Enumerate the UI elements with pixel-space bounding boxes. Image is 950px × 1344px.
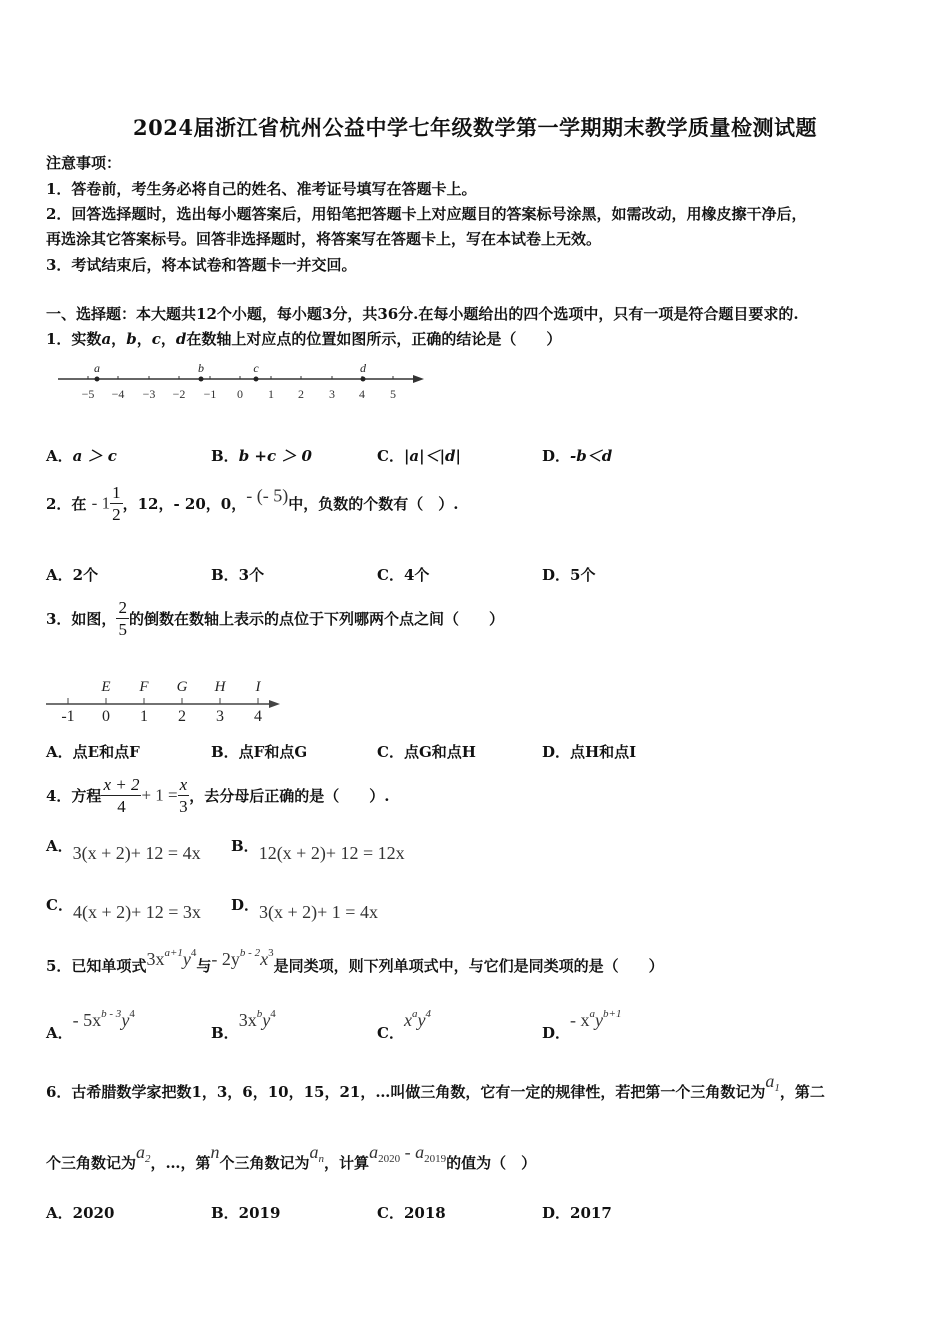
notice-item-3: 3．考试结束后，将本试卷和答题卡一并交回。 [46,256,357,274]
axis3-tick: 1 [140,708,148,724]
question-4-option-d[interactable]: D．3(x + 2)+ 1 = 4x [231,896,378,922]
question-4-stem: 4．方程 $\frac{x + 2}{4}$ + 1 = $\frac{x}{3}$ ，去分母后正确的是（ ）. [46,775,390,816]
question-3-option-d[interactable]: D．点H和点I [542,743,637,761]
question-6-option-a[interactable]: A．2020 [46,1204,115,1222]
question-5-option-d[interactable]: D．- $x^ay^{b+1}$ [542,1008,622,1042]
question-6-stem-line-2: 个三角数记为$a_2$，…，第n个三角数记为$a_n$，计算$a_{2020} - a_{2019}$的值为（ ） [46,1142,537,1172]
question-5-stem: 5．已知单项式$3x^{a+1}y^4$与- $2y^{b - 2}x^3$是同类项，则下列单项式中，与它们是同类项的是（ ） [46,947,664,975]
question-1-option-c[interactable]: C．|a|＜|d| [377,447,461,465]
question-5-option-c[interactable]: C．$x^ay^4$ [377,1008,431,1042]
axis1-point-label: d [360,361,366,375]
question-5-option-a[interactable]: A．- $5x^{b - 3}y^4$ [46,1008,135,1042]
axis1-tick: −1 [203,387,217,401]
axis3-tick: 4 [254,708,262,724]
axis3-tick: 0 [102,708,110,724]
question-1-option-d[interactable]: D．-b＜d [542,447,613,465]
section-heading: 一、选择题：本大题共12个小题，每小题3分，共36分.在每小题给出的四个选项中，只有一项是符合题目要求的. [46,305,799,323]
axis1-tick: −5 [81,387,95,401]
axis1-tick: 4 [359,387,365,401]
axis3-point-label: E [101,679,111,695]
axis1-tick: 0 [237,387,243,401]
question-6-option-b[interactable]: B．2019 [211,1204,281,1222]
question-1-stem: 1．实数a，b，c，d在数轴上对应点的位置如图所示，正确的结论是（ ） [46,330,562,348]
notice-item-2a: 2．回答选择题时，选出每小题答案后，用铅笔把答题卡上对应题目的答案标号涂黑，如需改动，用橡皮擦干净后， [46,205,807,223]
question-2-option-d[interactable]: D．5个 [542,566,596,584]
axis1-tick: −4 [111,387,125,401]
axis1-tick: 3 [329,387,335,401]
question-5-option-b[interactable]: B．$3x^by^4$ [211,1008,276,1042]
question-4-option-a[interactable]: A．3(x + 2)+ 12 = 4x [46,837,201,863]
question-4-option-b[interactable]: B．12(x + 2)+ 12 = 12x [231,837,405,863]
axis1-tick: 5 [390,387,396,401]
question-3-stem: 3．如图， $\frac{2}{5}$ 的倒数在数轴上表示的点位于下列哪两个点之间（ ） [46,598,504,639]
axis1-tick: −2 [172,387,186,401]
question-3-option-c[interactable]: C．点G和点H [377,743,476,761]
axis1-tick: −3 [142,387,156,401]
notice-item-2b: 再选涂其它答案标号。回答非选择题时，将答案写在答题卡上，写在本试卷上无效。 [46,230,602,248]
axis3-point-label: I [255,679,261,695]
question-2-stem: 2．在 - 1 $\frac{1}{2}$ ，12，- 20，0，- (- 5)中，负数的个数有（ ）. [46,483,459,524]
page-title: 2024届浙江省杭州公益中学七年级数学第一学期期末教学质量检测试题 [133,115,817,140]
axis1-point-label: a [94,361,100,375]
axis3-point-label: H [214,679,226,695]
question-4-option-c[interactable]: C．4(x + 2)+ 12 = 3x [46,896,201,922]
axis1-tick: 1 [268,387,274,401]
axis3-point-label: F [139,679,149,695]
question-2-option-a[interactable]: A．2个 [46,566,99,584]
notice-heading: 注意事项： [46,154,122,172]
axis1-point-label: b [198,361,204,375]
axis3-tick: -1 [61,708,75,724]
axis3-point-label: G [176,679,188,695]
question-6-option-c[interactable]: C．2018 [377,1204,446,1222]
question-1-option-b[interactable]: B．b +c ＞ 0 [211,447,312,465]
question-6-stem-line-1: 6．古希腊数学家把数1，3，6，10，15，21，…叫做三角数，它有一定的规律性，若把第一个三角数记为$a_1$，第二 [46,1071,825,1101]
axis3-tick: 2 [178,708,186,724]
question-3-option-b[interactable]: B．点F和点G [211,743,308,761]
axis1-tick: 2 [298,387,304,401]
question-2-option-c[interactable]: C．4个 [377,566,430,584]
notice-item-1: 1．答卷前，考生务必将自己的姓名、准考证号填写在答题卡上。 [46,180,477,198]
question-6-option-d[interactable]: D．2017 [542,1204,612,1222]
axis1-point-label: c [253,361,259,375]
question-2-option-b[interactable]: B．3个 [211,566,265,584]
question-1-option-a[interactable]: A．a ＞ c [46,447,117,465]
question-3-number-line [40,674,290,724]
question-1-number-line [50,358,430,404]
question-3-option-a[interactable]: A．点E和点F [46,743,140,761]
axis3-tick: 3 [216,708,224,724]
